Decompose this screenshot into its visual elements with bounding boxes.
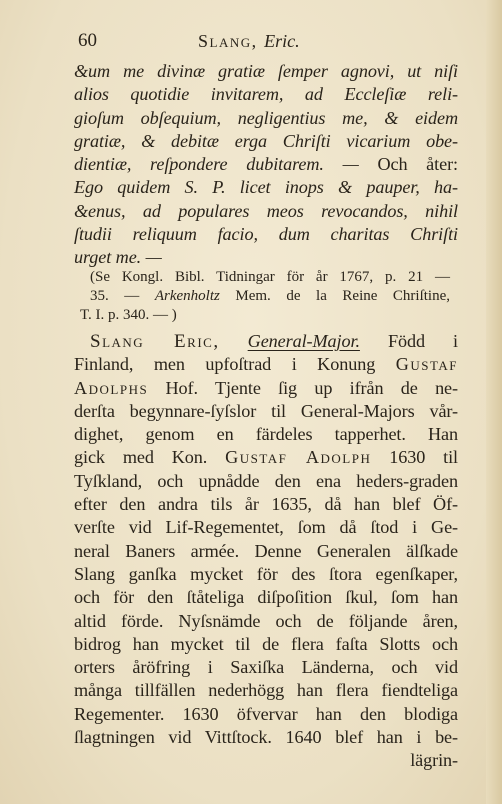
entry-line-3-king: Adolphs (74, 377, 149, 398)
latin-line-5-quote: dientiæ, reſpondere dubitarem. — (74, 154, 378, 175)
reference-note (80, 268, 451, 325)
running-head (198, 31, 300, 52)
entry-line-3-text: Hof. Tjente ſig up ifrån de ne- (148, 377, 458, 398)
entry-line-10: neral Baners armée. Denne Generalen älſkade (74, 540, 458, 561)
latin-line-9: urget me. — (74, 247, 162, 268)
entry-line-6-king: Gustaf Adolph (225, 447, 372, 468)
entry-line-4: derſta begynnare-ſyſslor til General-Majors vår- (74, 400, 458, 421)
reference-line-3: T. I. p. 340. — ) (80, 307, 177, 323)
latin-line-5-swedish: Och åter: (377, 154, 458, 175)
page-number: 60 (78, 30, 97, 51)
reference-line-2 (90, 287, 450, 306)
entry-line-17: Regementer. 1630 öfvervar han den blodiga (74, 703, 458, 724)
entry-line-5: dighet, genom en färdeles tapperhet. Han (74, 424, 458, 445)
entry-line-2-text: Finland, men upfoſtrad i Konung (74, 354, 396, 375)
entry-paragraph (74, 330, 458, 773)
running-head-name: Slang, (198, 31, 258, 51)
entry-heading-line (74, 330, 458, 353)
latin-line-7: &enus, ad populares meos revocandos, nihil (74, 200, 458, 221)
entry-line-12: och för den ſtåteliga diſpoſition ſkul, ſom han (74, 587, 458, 608)
entry-line-9: verſte vid Lif-Regementet, ſom då ſtod i Ge- (74, 517, 458, 538)
latin-line-5 (74, 153, 458, 176)
entry-line-6-a: gick med Kon. (74, 447, 226, 468)
entry-line-2-king: Gustaf (395, 354, 458, 375)
entry-line-16: många tillfällen nederhögg han flera fiendteliga (74, 680, 458, 701)
page-header (78, 30, 460, 56)
entry-line-6-b: 1630 til (371, 447, 458, 468)
latin-quotation (74, 60, 458, 270)
entry-line-14: bidrog han mycket til de flera faſta Slotts och (74, 633, 458, 654)
reference-line-1: (Se Kongl. Bibl. Tidningar för år 1767, p. 21 — (90, 269, 450, 285)
entry-line-8: efter den andra tils år 1635, då han blef Öf- (74, 494, 458, 515)
running-head-forename: Eric. (264, 31, 300, 51)
reference-line-2-a: 35. — (90, 288, 155, 304)
latin-line-1: &um me divinæ gratiæ ſemper agnovi, ut niſi (74, 61, 458, 81)
latin-line-6: Ego quidem S. P. licet inops & pauper, ha- (74, 177, 458, 198)
page-gutter-shadow (486, 0, 502, 804)
latin-line-4: gratiæ, & debitæ erga Chriſti vicarium obe- (74, 130, 458, 151)
latin-line-3: gioſum obſequium, negligentius me, & eidem (74, 107, 458, 128)
entry-line-18: ſlagtningen vid Vittſtock. 1640 blef han i be- (74, 727, 458, 748)
catchword: lägrin- (410, 750, 458, 771)
reference-author: Arkenholtz (154, 288, 220, 304)
entry-line-2 (74, 353, 458, 376)
entry-line-15: orters åröfring i Saxiſka Länderna, och vid (74, 657, 458, 678)
entry-line-13: altid förde. Nyſsnämde och de följande åren, (74, 610, 458, 631)
latin-line-2: alios quotidie invitarem, ad Eccleſiæ reli- (74, 84, 458, 105)
entry-title: General-Major. (247, 331, 360, 351)
reference-line-2-c: Mem. de la Reine Chriſtine, (219, 288, 451, 304)
latin-line-8: ſtudii reliquum facio, dum charitas Chriſti (74, 224, 458, 245)
entry-line-1-rest: Född i (359, 331, 459, 351)
entry-line-6 (74, 446, 458, 469)
entry-name: Slang Eric, (90, 331, 220, 352)
entry-line-3 (74, 377, 458, 400)
entry-line-11: Slang ganſka mycket för des ſtora egenſkaper, (74, 563, 458, 584)
entry-line-7: Tyſkland, och upnådde den ena heders-graden (74, 470, 458, 491)
